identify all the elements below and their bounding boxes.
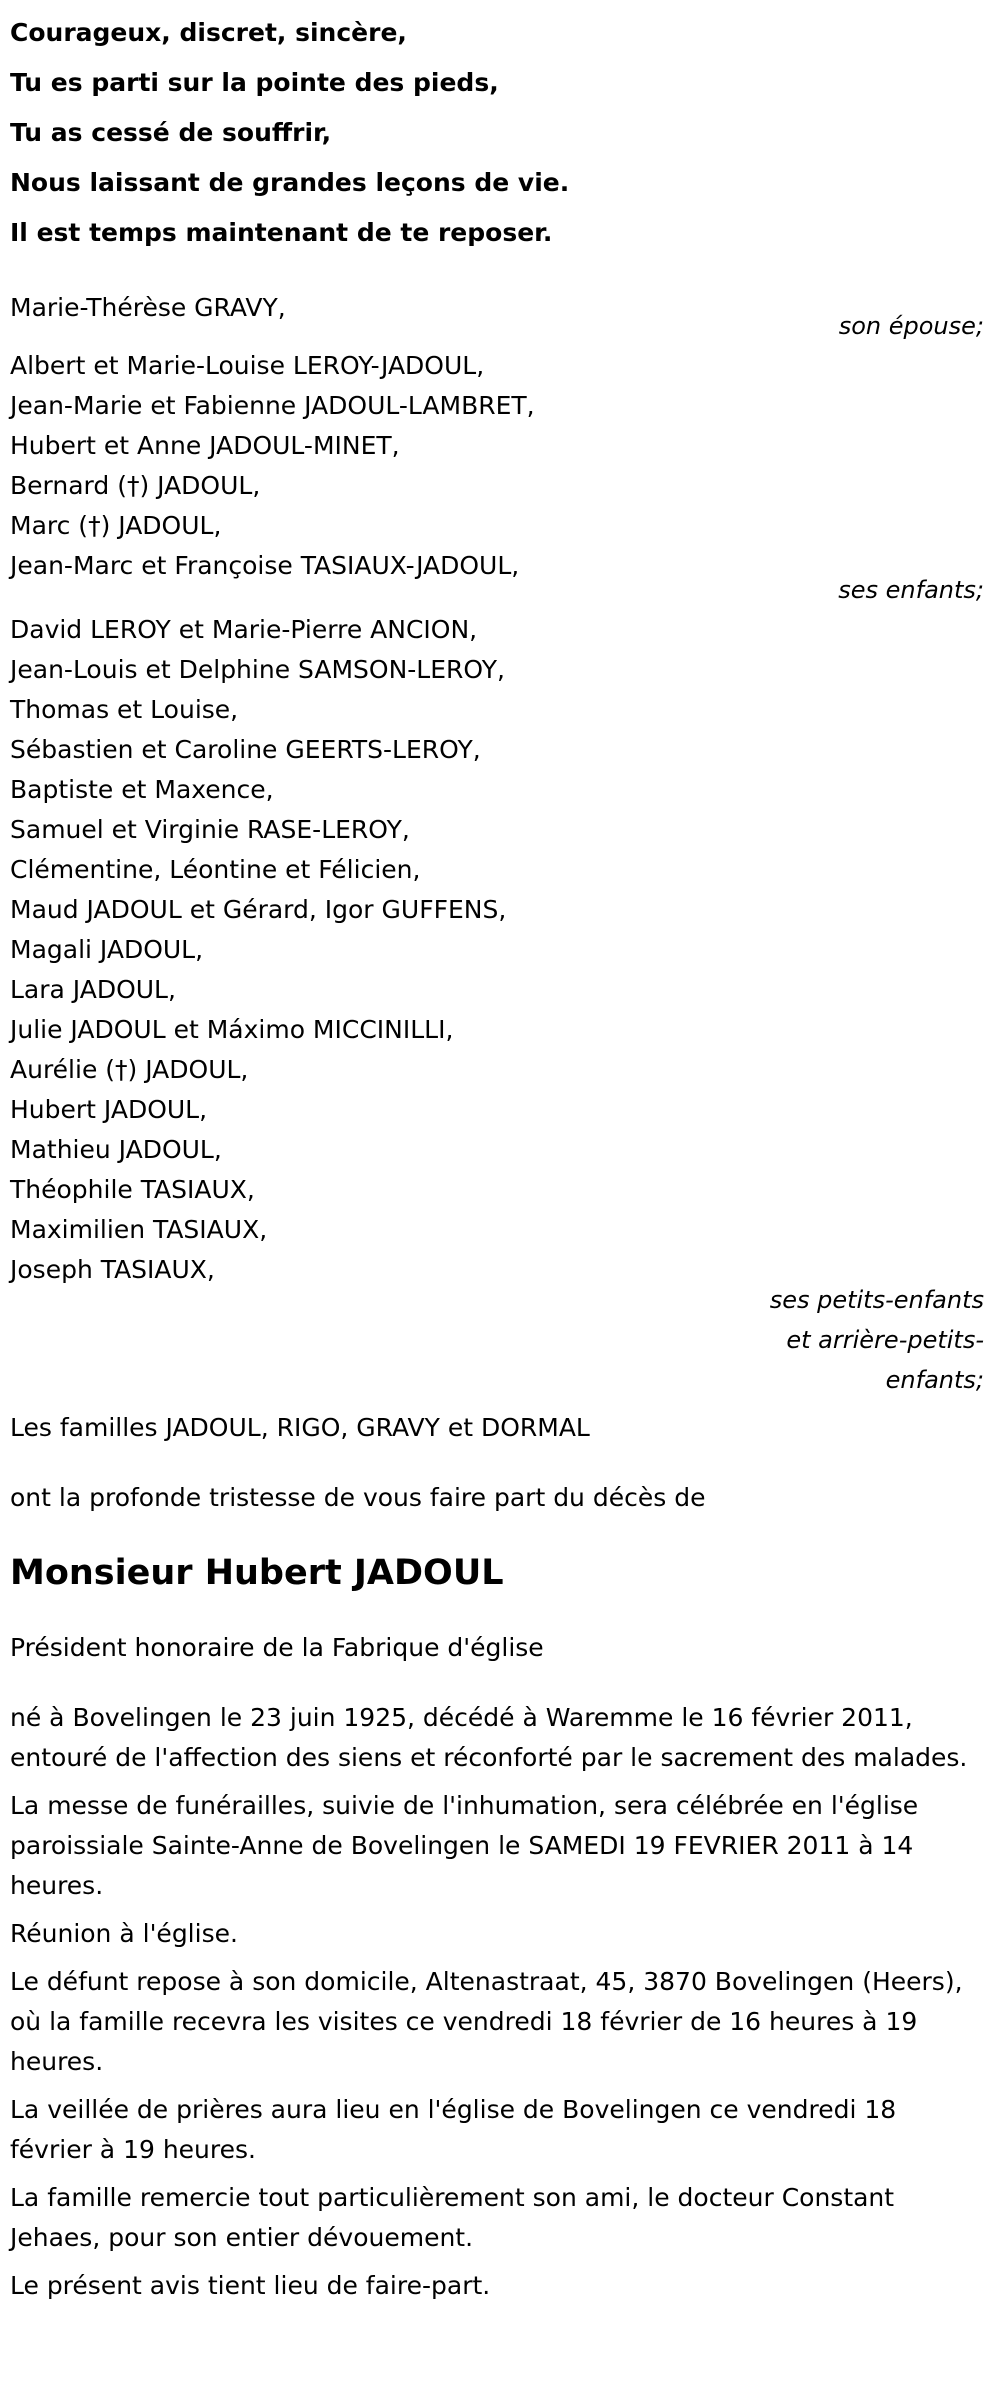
vigil-paragraph: La veillée de prières aura lieu en l'église de Bovelingen ce vendredi 18 février à 19 heures. xyxy=(10,2095,897,2164)
grandchild-name: Julie JADOUL et Máximo MICCINILLI, xyxy=(10,1015,454,1044)
child-name: Marc (†) JADOUL, xyxy=(10,511,222,540)
grandchild-name: Clémentine, Léontine et Félicien, xyxy=(10,855,421,884)
grandchild-name: Maximilien TASIAUX, xyxy=(10,1215,268,1244)
children-relation: ses enfants; xyxy=(838,576,984,604)
families-line: Les familles JADOUL, RIGO, GRAVY et DORMAL xyxy=(10,1413,590,1442)
grandchildren-relation: et arrière-petits- xyxy=(786,1326,984,1354)
poem-line: Il est temps maintenant de te reposer. xyxy=(10,218,553,247)
reunion-paragraph: Réunion à l'église. xyxy=(10,1919,238,1948)
children-section xyxy=(10,346,990,610)
grandchild-name: Lara JADOUL, xyxy=(10,975,176,1004)
grandchild-name: Magali JADOUL, xyxy=(10,935,204,964)
poem xyxy=(10,0,990,258)
poem-line: Courageux, discret, sincère, xyxy=(10,18,407,47)
grandchild-name: David LEROY et Marie-Pierre ANCION, xyxy=(10,615,478,644)
visitation-paragraph: Le défunt repose à son domicile, Altenastraat, 45, 3870 Bovelingen (Heers), où la famille recevra les visites ce vendredi 18 février de 16 heures à 19 heures. xyxy=(10,1967,963,2076)
poem-line: Nous laissant de grandes leçons de vie. xyxy=(10,168,570,197)
child-name: Jean-Marie et Fabienne JADOUL-LAMBRET, xyxy=(10,391,535,420)
grandchildren-relation: ses petits-enfants xyxy=(769,1286,984,1314)
grandchildren-section xyxy=(10,610,990,1400)
poem-line: Tu as cessé de souffrir, xyxy=(10,118,332,147)
spouse-relation: son épouse; xyxy=(838,312,984,340)
child-name: Jean-Marc et Françoise TASIAUX-JADOUL, xyxy=(10,551,520,580)
deceased-title: Président honoraire de la Fabrique d'église xyxy=(10,1633,544,1662)
spouse-section xyxy=(10,288,990,346)
child-name: Hubert et Anne JADOUL-MINET, xyxy=(10,431,400,460)
child-name: Albert et Marie-Louise LEROY-JADOUL, xyxy=(10,351,485,380)
grandchild-name: Théophile TASIAUX, xyxy=(10,1175,255,1204)
grandchild-name: Maud JADOUL et Gérard, Igor GUFFENS, xyxy=(10,895,507,924)
grandchildren-relation: enfants; xyxy=(885,1366,984,1394)
announcement-line: ont la profonde tristesse de vous faire part du décès de xyxy=(10,1483,706,1512)
grandchild-name: Sébastien et Caroline GEERTS-LEROY, xyxy=(10,735,481,764)
details-section xyxy=(10,1698,990,2306)
thanks-paragraph: La famille remercie tout particulièrement son ami, le docteur Constant Jehaes, pour son entier dévouement. xyxy=(10,2183,895,2252)
deceased-name: Monsieur Hubert JADOUL xyxy=(10,1553,504,1593)
grandchild-name: Aurélie (†) JADOUL, xyxy=(10,1055,249,1084)
grandchild-name: Hubert JADOUL, xyxy=(10,1095,208,1124)
funeral-mass-paragraph: La messe de funérailles, suivie de l'inhumation, sera célébrée en l'église paroissiale Sainte-Anne de Bovelingen le SAMEDI 19 FEVRIER 2011 à 14 heures. xyxy=(10,1791,919,1900)
grandchild-name: Joseph TASIAUX, xyxy=(10,1255,215,1284)
grandchild-name: Thomas et Louise, xyxy=(10,695,239,724)
notice-paragraph: Le présent avis tient lieu de faire-part. xyxy=(10,2271,491,2300)
grandchild-name: Jean-Louis et Delphine SAMSON-LEROY, xyxy=(10,655,505,684)
birth-death-paragraph: né à Bovelingen le 23 juin 1925, décédé à Waremme le 16 février 2011, entouré de l'affection des siens et réconforté par le sacrement des malades. xyxy=(10,1703,968,1772)
grandchild-name: Baptiste et Maxence, xyxy=(10,775,274,804)
child-name: Bernard (†) JADOUL, xyxy=(10,471,261,500)
poem-line: Tu es parti sur la pointe des pieds, xyxy=(10,68,499,97)
grandchild-name: Samuel et Virginie RASE-LEROY, xyxy=(10,815,410,844)
grandchild-name: Mathieu JADOUL, xyxy=(10,1135,222,1164)
spouse-name: Marie-Thérèse GRAVY, xyxy=(10,293,286,322)
